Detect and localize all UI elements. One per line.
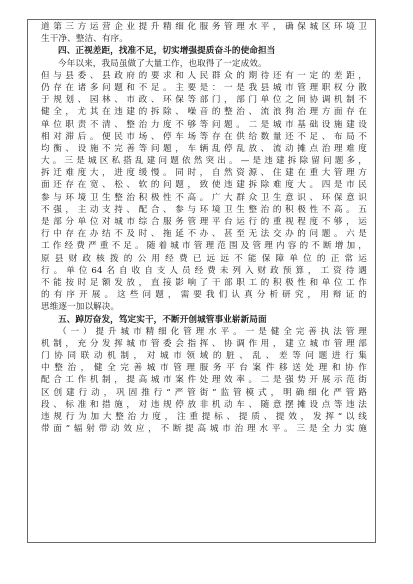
document-body — [41, 21, 367, 435]
text-line: 工作经费严重不足。随着城市管理范围及管理内容的不断增加， — [41, 241, 367, 252]
text-line: 均衡、设施不完善等问题，车辆乱停乱放、流动摊点治理难度 — [41, 143, 367, 154]
text-line: 配合工作机制，提高城市案件处理效率。二是强势开展示范街 — [41, 375, 367, 386]
text-line: 中整治，健全完善城市管理服务平台案件移送处理和协作 — [41, 363, 367, 374]
text-line: 不能按时足额发放，直接影响了干部职工的积极性和单位工作 — [41, 277, 367, 288]
text-line: 仍存在诸多问题和不足。主要是：一是我县城市管理职权分散 — [41, 82, 367, 93]
text-line: 参与环境卫生整治积极性不高。广大群众卫生意识、环保意识 — [41, 192, 367, 203]
section-heading-line: 五、踔厉奋发，笃定实干，不断开创城管事业崭新局面 — [58, 314, 267, 325]
text-line: 思维逐一加以解决。 — [41, 302, 120, 313]
text-line: 行。单位64名自收自支人员经费未列入财政预算，工资待遇 — [41, 265, 367, 276]
text-line: 大。三是城区私搭乱建问题依然突出。—是违建拆除留问题多， — [41, 156, 367, 167]
text-line: 但与县委、县政府的要求和人民群众的期待还有一定的差距， — [41, 70, 367, 81]
text-line: 段、标准和措施，对违规停放非机动车、随意摆摊设点等违法 — [41, 399, 367, 410]
text-line: 道第三方运营企业提升精细化服务管理水平，确保城区环境卫 — [41, 22, 367, 32]
text-line: 单位职责不清、整治力度不够等问题。二是城市基础设施建设 — [41, 119, 367, 130]
text-line: 生干净、整洁、有序。 — [41, 34, 128, 45]
text-line: 的有序开展。这些问题，需要我们认真分析研究，用辩证的 — [41, 290, 367, 301]
text-line: 违规行为加大整治力度，注重提标、提质、提效，发挥“以线 — [41, 412, 367, 422]
section-heading-line: 四、正视差距，找准不足，切实增强提质奋斗的使命担当 — [58, 46, 276, 57]
text-line: 拆迁难度大，进度缓慢。同时，自然资源、住建在重大管理方 — [41, 168, 367, 179]
text-line: 不强，主动支持、配合、参与环境卫生整治的积极性不高。五 — [41, 204, 367, 215]
text-line: 门协同联动机制，对城市领域的脏、乱、差等问题进行集 — [41, 351, 367, 362]
text-line: 是部分单位对城市综合服务管理平台运行的重视程度不够，运 — [41, 217, 367, 227]
text-line: 行中存在办结不及时、拖延不办、甚至无法交办的问题。六是 — [41, 229, 367, 240]
text-line: 面还存在宽、松、软的问题，致使违建拆除难度大。四是市民 — [41, 180, 367, 191]
text-line: 机制，充分发挥城市管委会指挥、协调作用，建立城市管理部 — [41, 338, 367, 349]
text-line: 相对滞后。便民市场、停车场等存在供给数量还不足、布局不 — [41, 131, 367, 142]
text-line: 健全，尤其在违建的拆除、噪音的整治、流浪狗治理方面存在 — [41, 107, 367, 118]
text-line: 带面”辐射带动效应，不断提高城市治理水平。三是全力实施 — [41, 424, 367, 435]
text-line: 区创建行动，巩固推行“严管街”监管模式，明确细化严管路 — [41, 387, 367, 398]
text-line: 原县财政核拨的公用经费已远远不能保障单位的正常运 — [41, 253, 367, 264]
text-line: 于规划、园林、市政、环保等部门，部门单位之间协调机制不 — [41, 95, 367, 106]
text-line: （一）提升城市精细化管理水平。一是健全完善执法管理 — [58, 326, 367, 337]
text-line: 今年以来，我局虽做了大量工作，也取得了一定成效。 — [58, 58, 267, 69]
